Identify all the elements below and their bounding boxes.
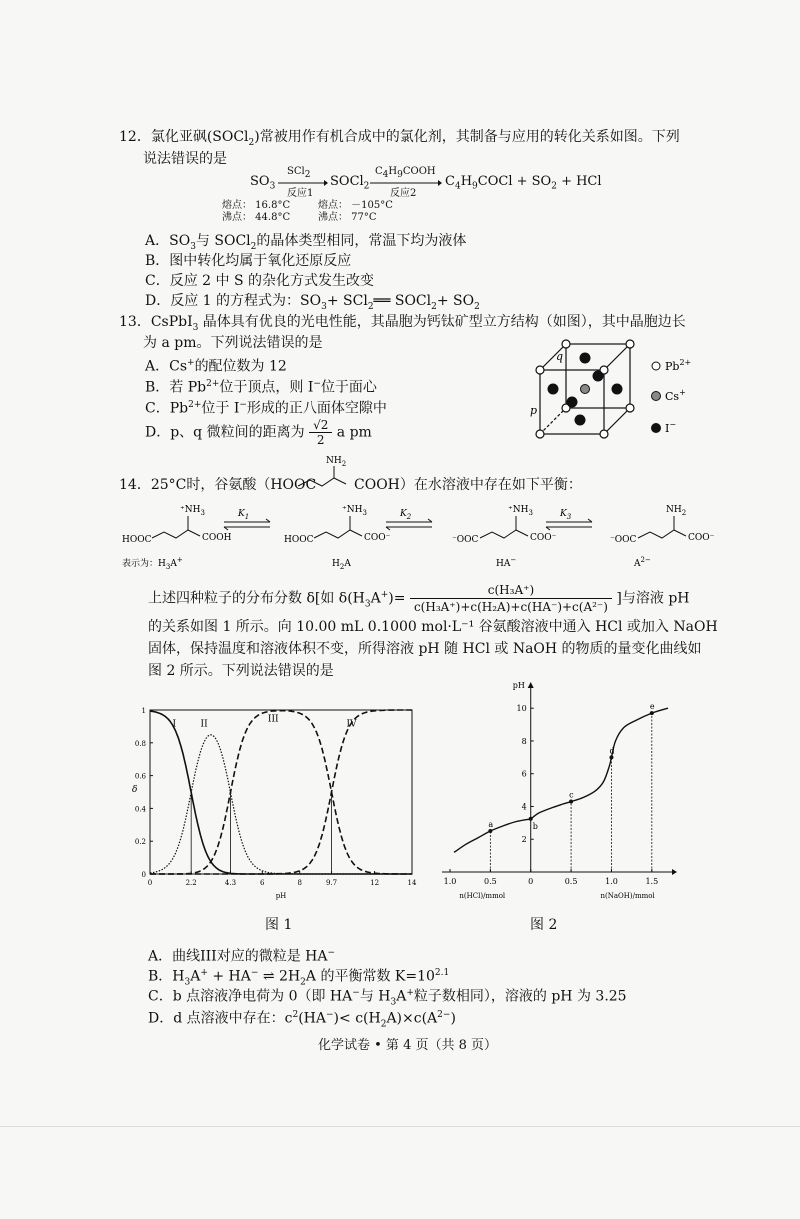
q12-option-a: A．$SO_3$与 SOCl$_2$的晶体类型相同，常温下均为液体 bbox=[145, 233, 467, 252]
fig1-series-label-IV: IV bbox=[346, 719, 357, 730]
q12-label2: 反应2 bbox=[390, 188, 417, 199]
fig2-xlabel-right: n(NaOH)/mmol bbox=[600, 892, 655, 900]
fig1-series-label-III: III bbox=[267, 714, 279, 725]
fig2-xlabel-left: n(HCl)/mmol bbox=[459, 892, 506, 900]
fig2-ytick-label: 10 bbox=[516, 704, 527, 714]
q14-option-a: A．曲线III对应的微粒是 HA− bbox=[148, 948, 336, 965]
legend-pb: $Pb^{2+}$ bbox=[665, 358, 692, 373]
fig1-ylabel: δ bbox=[132, 785, 138, 795]
k2-label: $K_2$ bbox=[400, 509, 412, 521]
s2-coo: COO⁻ bbox=[364, 533, 391, 543]
fig2-point-label-b: b bbox=[532, 821, 538, 831]
fig1-series-III bbox=[150, 711, 412, 874]
figure-1-distribution-chart bbox=[128, 698, 428, 908]
fig1-ytick-label: 1 bbox=[141, 707, 146, 715]
fig2-point-a bbox=[488, 829, 492, 833]
fig1-series-IV bbox=[150, 710, 412, 874]
fig2-xtick-label: 0.5 bbox=[564, 877, 578, 886]
fig2-point-e bbox=[650, 711, 654, 715]
k1-label: $K_1$ bbox=[238, 509, 250, 521]
q14-option-b: B．$H_3A^+ + HA^-$ ⇌ $2H_2A$ 的平衡常数 $K=10^{2.1}$ bbox=[148, 968, 450, 988]
fig2-ytick-label: 8 bbox=[521, 736, 527, 746]
label-p: p bbox=[530, 404, 538, 417]
s2-nh3: $^+NH_3$ bbox=[342, 505, 367, 517]
q13-option-d: D．p、q 微粒间的距离为 $\frac{√2}{2}$ a pm bbox=[145, 418, 372, 447]
q12-option-b: B．图中转化均属于氧化还原反应 bbox=[145, 253, 352, 269]
fig1-xtick-label: 14 bbox=[407, 879, 417, 887]
fig1-frame bbox=[150, 710, 412, 874]
species-ha: HA− bbox=[496, 556, 517, 569]
q12-arrow1 bbox=[278, 178, 328, 188]
fig1-ytick-label: 0.2 bbox=[134, 838, 146, 847]
fig1-xtick-label: 0 bbox=[147, 879, 153, 887]
fig1-ytick-label: 0.6 bbox=[134, 772, 146, 781]
q14-stem-a-end: COOH）在水溶液中存在如下平衡： bbox=[354, 477, 582, 493]
fig1-ytick-label: 0.8 bbox=[134, 739, 146, 748]
q12-products: $C_4H_9COCl + SO_2$ + HCl bbox=[445, 174, 602, 192]
q12-stem-line2: 说法错误的是 bbox=[143, 151, 227, 167]
q12-socl2-bp: 沸点： 77°C bbox=[318, 212, 377, 223]
species-h3a: 表示为：$H_3A^+$ bbox=[122, 556, 183, 571]
fig2-xtick-label: 0 bbox=[528, 877, 534, 886]
fig2-ylabel: pH bbox=[512, 681, 525, 690]
figure-1-caption: 图 1 bbox=[265, 917, 293, 933]
s1-cooh: COOH bbox=[202, 533, 232, 543]
species-h2a: $H_2A$ bbox=[332, 559, 351, 571]
fig1-xtick-label: 8 bbox=[297, 879, 302, 887]
q14-stem-a: 14．25°C时，谷氨酸（HOOC bbox=[119, 477, 317, 493]
q12-reagent1: SCl2 bbox=[287, 166, 311, 180]
s4-ooc: ⁻OOC bbox=[610, 535, 637, 545]
fig2-x-arrow bbox=[672, 869, 677, 875]
nh2-label: $NH_2$ bbox=[326, 456, 347, 468]
s4-nh2: $NH_2$ bbox=[666, 505, 687, 517]
q12-option-d: D．反应 1 的方程式为：$SO_3+$ SCl$_2$══ SOCl$_2$+ $SO_2$ bbox=[145, 293, 480, 312]
fig1-xtick-label: 12 bbox=[370, 879, 380, 887]
legend-i: I− bbox=[665, 420, 677, 435]
s3-ooc: ⁻OOC bbox=[452, 535, 479, 545]
q12-stem: 12．氯化亚砜(SOCl$_2$)常被用作有机合成中的氯化剂，其制备与应用的转化关系如图。下列 bbox=[119, 129, 680, 148]
q12-so3-mp: 熔点： 16.8°C bbox=[222, 200, 291, 211]
species-a: $A^{2-}$ bbox=[634, 556, 651, 569]
fig1-ytick-label: 0.4 bbox=[134, 805, 146, 814]
q12-socl2-mp: 熔点： －105°C bbox=[318, 200, 393, 211]
fig2-xtick-label: 1.0 bbox=[605, 877, 618, 886]
figure-2-titration-curve bbox=[428, 676, 678, 910]
q14-equilibria bbox=[118, 494, 715, 574]
fig1-xtick-label: 4.3 bbox=[224, 879, 237, 887]
fig2-point-b bbox=[529, 817, 533, 821]
q12-so3-bp: 沸点： 44.8°C bbox=[222, 212, 291, 223]
page-bottom-rule bbox=[0, 1126, 800, 1127]
q13-stem: 13．CsPbI$_3$ 晶体具有优良的光电性能，其晶胞为钙钛矿型立方结构（如图），其中晶胞边长 bbox=[119, 314, 686, 333]
s1-nh3: $^+NH_3$ bbox=[180, 505, 205, 517]
s4-coo: COO⁻ bbox=[688, 533, 715, 543]
legend-cs: Cs+ bbox=[665, 388, 686, 403]
fig1-series-II bbox=[150, 735, 412, 874]
q14-text-line1: 上述四种粒子的分布分数 δ[如 $\delta(H_3A^+)=$ $\frac{\text{c(H₃A⁺)}}{\text{c(H₃A⁺)+c(H₂A)+c(HA⁻)+c(A²⁻)}}$ ]与溶液 pH bbox=[148, 583, 690, 614]
label-q: q bbox=[556, 350, 564, 363]
fig1-ytick-label: 0 bbox=[141, 871, 146, 879]
q13-stem-line2: 为 a pm。下列说法错误的是 bbox=[143, 335, 323, 351]
fig2-xtick-label: 1.0 bbox=[443, 877, 457, 886]
s2-hooc: HOOC bbox=[284, 535, 314, 545]
fig2-ytick-label: 2 bbox=[521, 835, 527, 845]
s3-nh3: $^+NH_3$ bbox=[508, 505, 533, 517]
q14-option-d: D．d 点溶液中存在：$c^2(HA^-)< c(H_2A)\times c(A^{2-})$ bbox=[148, 1010, 456, 1030]
fig2-ytick-label: 4 bbox=[521, 802, 527, 812]
fig1-xtick-label: 9.7 bbox=[325, 879, 338, 887]
fig2-curve bbox=[454, 708, 668, 852]
fig2-ytick-label: 6 bbox=[521, 769, 527, 779]
q13-option-c: C．$Pb^{2+}$位于 I−形成的正八面体空隙中 bbox=[145, 400, 387, 417]
q12-arrow2 bbox=[370, 178, 442, 188]
fig2-point-c bbox=[569, 800, 573, 804]
fig2-y-arrow bbox=[528, 682, 534, 688]
q14-text-line4: 图 2 所示。下列说法错误的是 bbox=[148, 663, 334, 679]
q12-label1: 反应1 bbox=[287, 188, 314, 199]
q14-option-c: C．b 点溶液净电荷为 0（即 HA−与 $H_3A^+$粒子数相同），溶液的 pH 为 3.25 bbox=[148, 988, 627, 1008]
fig2-xtick-label: 0.5 bbox=[483, 877, 497, 886]
q14-text-line2: 的关系如图 1 所示。向 10.00 mL 0.1000 mol·L⁻¹ 谷氨酸溶液中通入 HCl 或加入 NaOH bbox=[148, 619, 718, 635]
q12-reagent2: C4H9COOH bbox=[375, 166, 436, 180]
q14-text-line3: 固体，保持温度和溶液体积不变，所得溶液 pH 随 HCl 或 NaOH 的物质的量变化曲线如 bbox=[148, 641, 702, 657]
fig1-series-label-I: I bbox=[172, 719, 177, 730]
fig2-point-label-d: d bbox=[609, 746, 615, 756]
page-footer: 化学试卷 • 第 4 页（共 8 页） bbox=[318, 1038, 498, 1053]
k3-label: $K_3$ bbox=[560, 509, 572, 521]
fig1-xlabel: pH bbox=[275, 892, 287, 900]
fig2-point-label-c: c bbox=[569, 790, 574, 800]
fig2-point-label-a: a bbox=[488, 820, 494, 830]
fig2-xtick-label: 1.5 bbox=[645, 877, 659, 886]
q12-socl2: SOCl$_2$ bbox=[330, 174, 370, 192]
fig1-series-I bbox=[150, 711, 412, 874]
q13-option-a: A．Cs+的配位数为 12 bbox=[145, 358, 287, 375]
s3-coo: COO⁻ bbox=[530, 533, 557, 543]
fig2-point-d bbox=[609, 755, 613, 759]
q14-glutamic-skeleton bbox=[296, 452, 356, 492]
q13-crystal-cell bbox=[520, 334, 700, 452]
fig2-point-label-e: e bbox=[649, 702, 655, 712]
q13-option-b: B．若 $Pb^{2+}$位于顶点，则 I−位于面心 bbox=[145, 379, 377, 396]
figure-2-caption: 图 2 bbox=[530, 917, 558, 933]
s1-hooc: HOOC bbox=[122, 535, 152, 545]
q12-option-c: C．反应 2 中 S 的杂化方式发生改变 bbox=[145, 273, 375, 289]
q12-so3: $SO_3$ bbox=[250, 174, 276, 192]
fig1-xtick-label: 2.2 bbox=[185, 879, 197, 887]
fig1-series-label-II: II bbox=[200, 719, 208, 730]
fig1-xtick-label: 6 bbox=[260, 879, 265, 887]
